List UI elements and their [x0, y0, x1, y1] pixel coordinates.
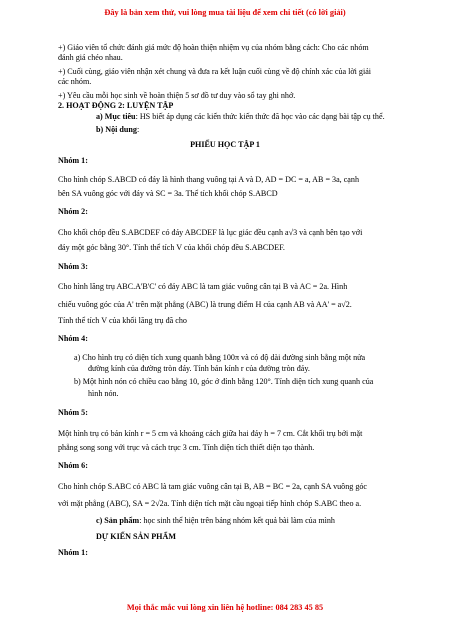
aim-text: : HS biết áp dụng các kiến thức kiến thức đã học vào các dạng bài tập cụ thể.	[135, 112, 385, 121]
group3-label: Nhóm 3:	[58, 262, 88, 271]
group3-line1: Cho hình lăng trụ ABC.A'B'C' có đáy ABC là tam giác vuông cân tại B và AC = 2a. Hình	[58, 282, 348, 291]
group3-line2: chiếu vuông góc của A' trên mặt phẳng (ABC) là trung điểm H của cạnh AB và AA' = a√2.	[58, 300, 352, 309]
header-notice: Đây là bản xem thử, vui lòng mua tài liệu để xem chi tiết (có lời giải)	[104, 8, 346, 17]
aim-line	[96, 112, 406, 122]
group4-label: Nhóm 4:	[58, 334, 88, 343]
worksheet-title: PHIẾU HỌC TẬP 1	[190, 140, 260, 149]
group6-line2: với mặt phẳng (ABC), SA = 2√2a. Tính diện tích mặt cầu ngoại tiếp hình chóp S.ABC theo a.	[58, 499, 362, 508]
content-line	[96, 125, 406, 135]
expected-title: DỰ KIẾN SẢN PHẨM	[96, 532, 176, 541]
content-label: b) Nội dung	[96, 125, 137, 134]
group4-a-line1: a) Cho hình trụ có diện tích xung quanh bằng 100π và có độ dài đường sinh bằng một nửa	[74, 353, 366, 362]
aim-label: a) Mục tiêu	[96, 112, 136, 121]
group2-label: Nhóm 2:	[58, 207, 88, 216]
intro-p2b: các nhóm.	[58, 77, 92, 86]
group4-b-line1: b) Một hình nón có chiều cao bằng 10, góc ở đỉnh bằng 120°. Tính diện tích xung quanh của	[74, 377, 374, 386]
group6-label: Nhóm 6:	[58, 461, 88, 470]
product-line	[96, 516, 406, 526]
intro-p2a: +) Cuối cùng, giáo viên nhận xét chung và đưa ra kết luận cuối cùng về độ chính xác của lời giải	[58, 67, 372, 76]
group5-label: Nhóm 5:	[58, 408, 88, 417]
group3-line3: Tính thể tích V của khối lăng trụ đã cho	[58, 316, 187, 325]
group4-b-line2: hình nón.	[88, 389, 119, 398]
group4-a-line2: đường kính của đường tròn đáy. Tính bán kính r của đường tròn đáy.	[88, 364, 310, 373]
group6-line1: Cho hình chóp S.ABC có ABC là tam giác vuông cân tại B, AB = BC = 2a, cạnh SA vuông góc	[58, 482, 368, 491]
intro-p3: +) Yêu cầu mỗi học sinh về hoàn thiện 5 sơ đồ tư duy vào sổ tay ghi nhớ.	[58, 91, 296, 100]
intro-p1b: đánh giá chéo nhau.	[58, 53, 123, 62]
footer-notice: Mọi thắc mắc vui lòng xin liên hệ hotline: 084 283 45 85	[126, 603, 324, 612]
group2-line1: Cho khối chóp đều S.ABCDEF có đáy ABCDEF là lục giác đều cạnh a√3 và cạnh bên tạo với	[58, 228, 363, 237]
product-label: c) Sản phẩm	[96, 516, 140, 525]
section-title: 2. HOẠT ĐỘNG 2: LUYỆN TẬP	[58, 101, 174, 110]
group1-line2: bên SA vuông góc với đáy và SC = 3a. Thể tích khối chóp S.ABCD	[58, 189, 278, 198]
product-text: : học sinh thể hiện trên bảng nhóm kết quả bài làm của mình	[139, 516, 335, 525]
expected-group1-label: Nhóm 1:	[58, 548, 88, 557]
group2-line2: đáy một góc bằng 30°. Tính thể tích V của khối chóp đều S.ABCDEF.	[58, 243, 285, 252]
intro-p1a: +) Giáo viên tổ chức đánh giá mức độ hoàn thiện nhiệm vụ của nhóm bằng cách: Cho các nhóm	[58, 43, 369, 52]
group5-line1: Một hình trụ có bán kính r = 5 cm và khoảng cách giữa hai đáy h = 7 cm. Cắt khối trụ bởi mặt	[58, 429, 363, 438]
group1-line1: Cho hình chóp S.ABCD có đáy là hình thang vuông tại A và D, AD = DC = a, AB = 3a, cạnh	[58, 175, 359, 184]
group5-line2: phẳng song song với trục và cách trục 3 cm. Tính diện tích thiết diện tạo thành.	[58, 443, 315, 452]
group1-label: Nhóm 1:	[58, 156, 88, 165]
content-colon: :	[136, 125, 140, 134]
